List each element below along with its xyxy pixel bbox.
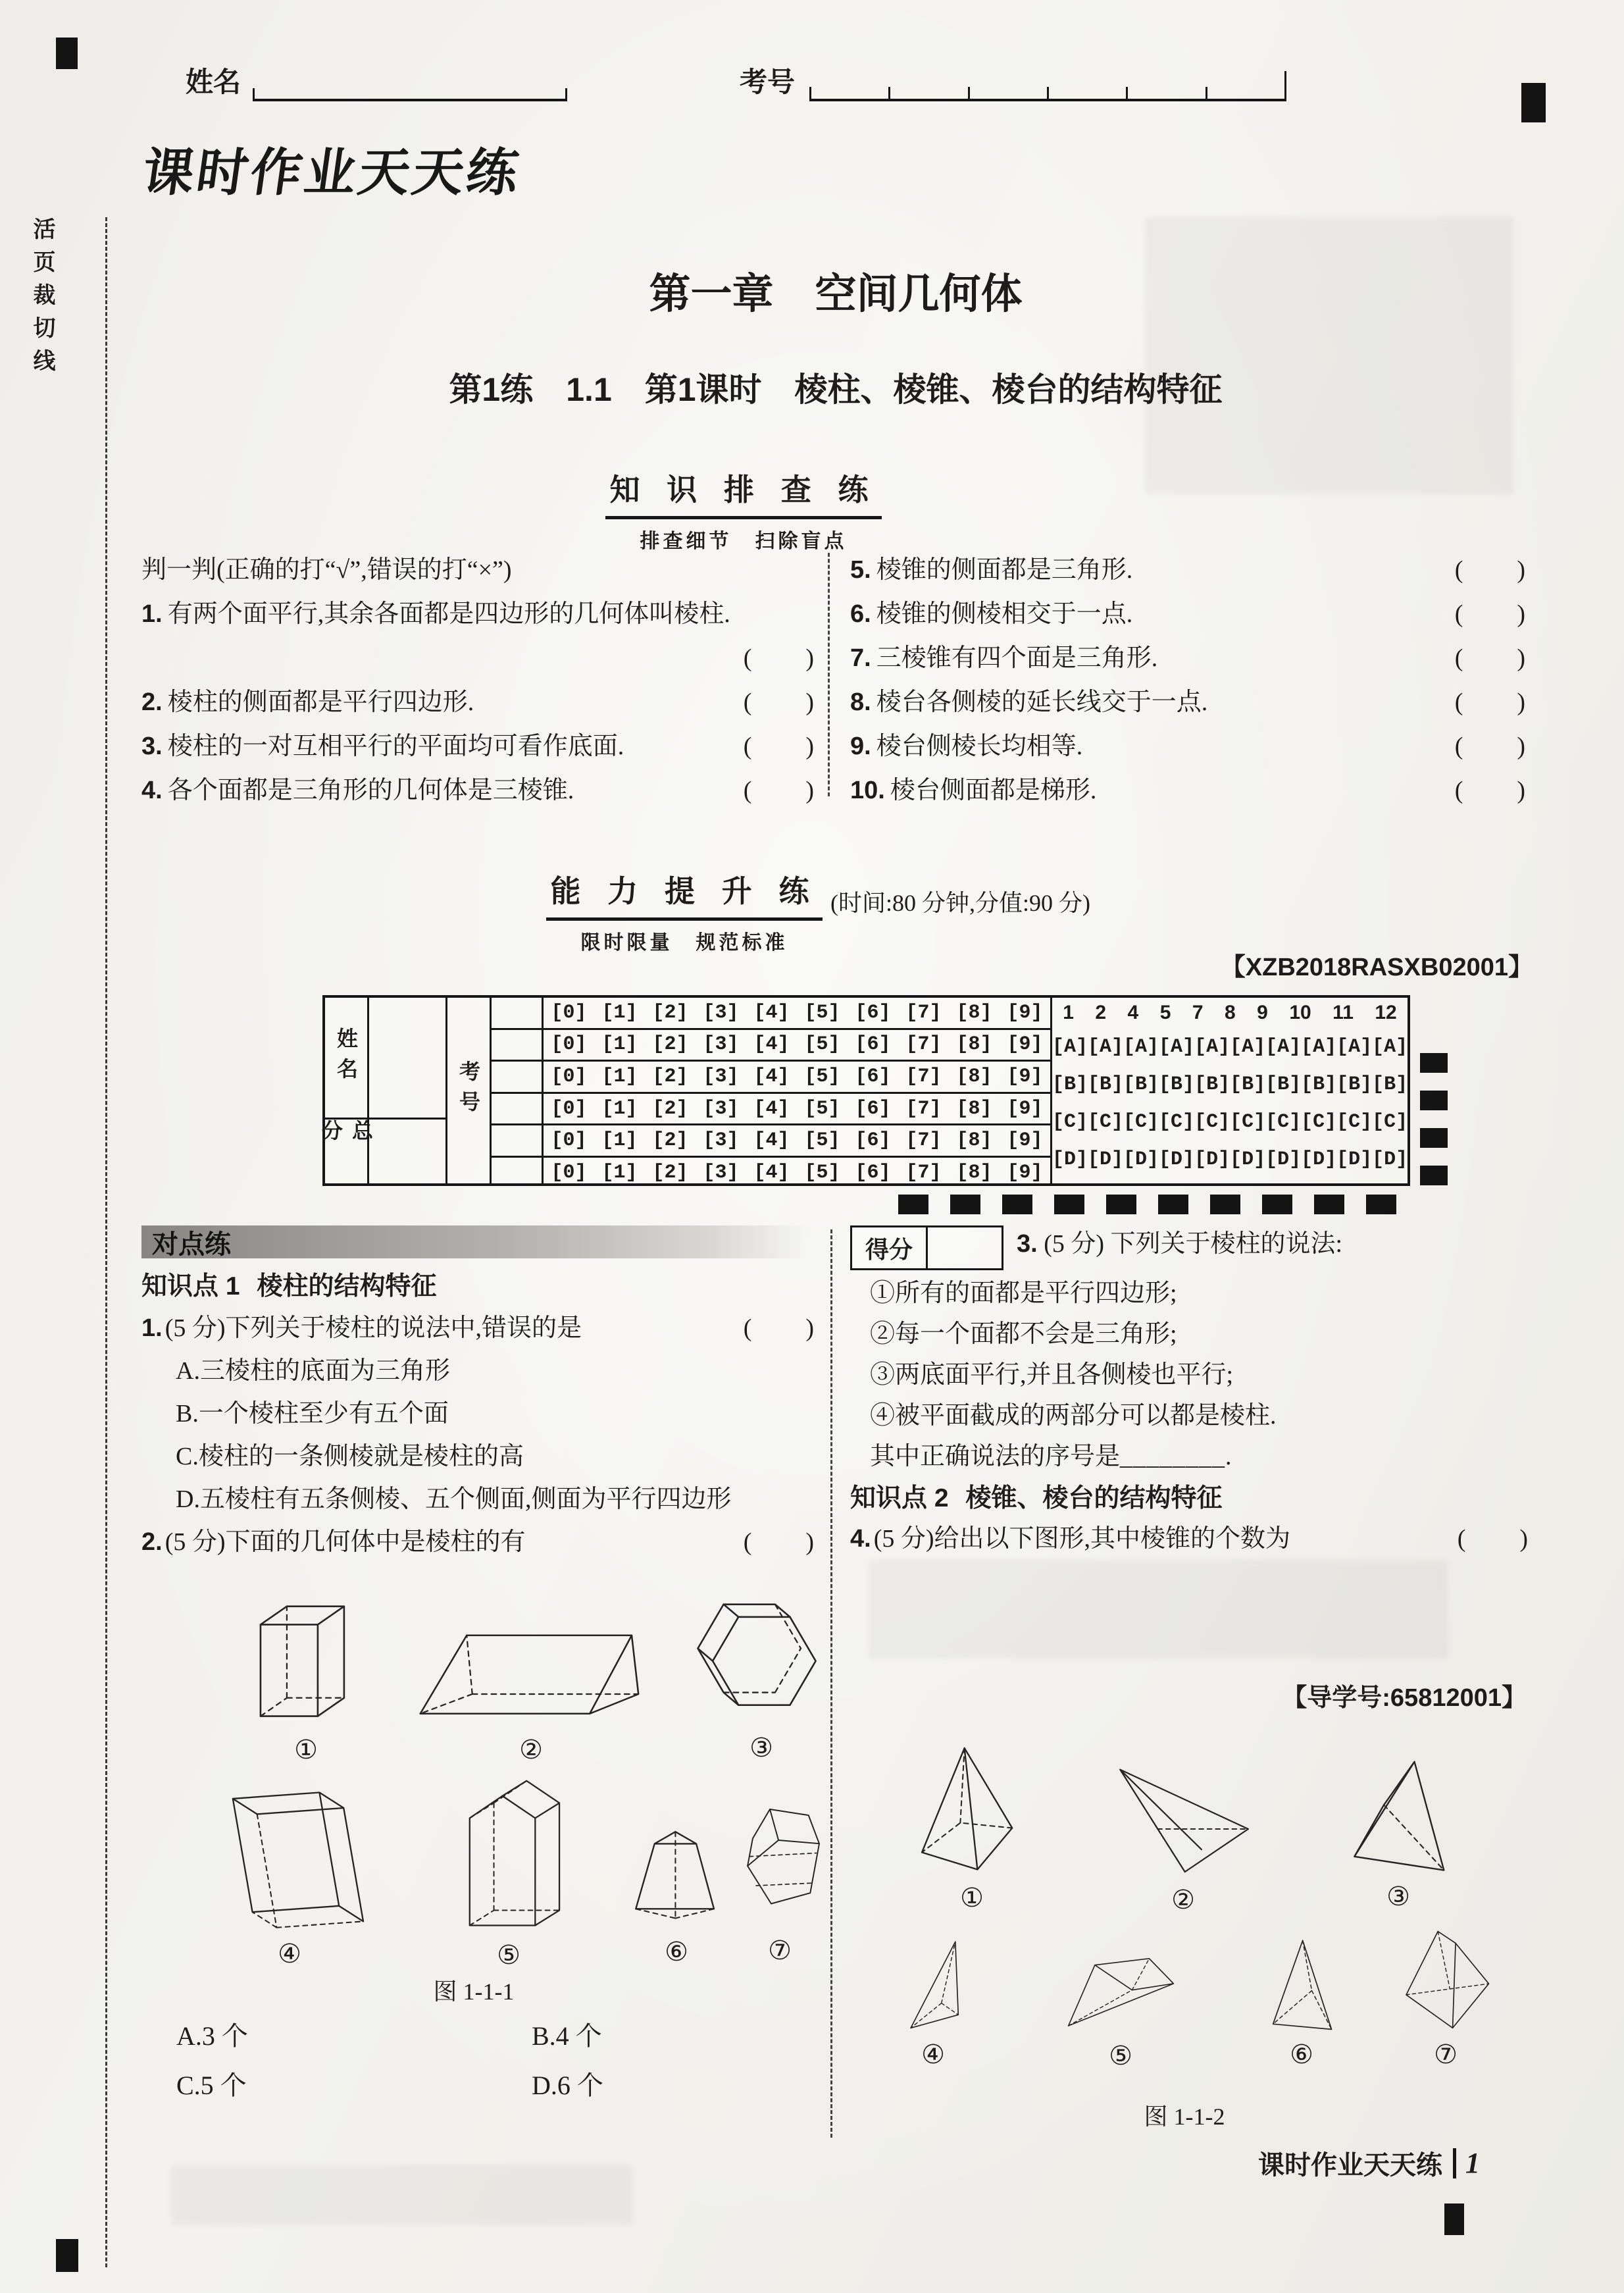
choice-option: B.4 个	[532, 2021, 602, 2051]
question-3-answer-line: 其中正确说法的序号是________.	[870, 1443, 1232, 1470]
digit-bubble[interactable]: [5]	[804, 1161, 840, 1184]
digit-bubble[interactable]: [7]	[905, 1065, 942, 1088]
figure-label: ①	[294, 1735, 318, 1765]
digit-bubble[interactable]: [8]	[956, 1001, 992, 1024]
option-bubble[interactable]: [A]	[1336, 1035, 1373, 1058]
timing-mark-right	[1420, 1091, 1448, 1110]
digit-bubble[interactable]: [0]	[551, 1033, 587, 1056]
statement-item: ①所有的面都是平行四边形;	[870, 1279, 1177, 1307]
score-line: 得分 3. (5 分) 下列关于棱柱的说法:	[850, 1225, 1529, 1278]
digit-bubble[interactable]: [1]	[601, 1001, 638, 1024]
figure-pentagonal-prism	[433, 1772, 584, 1971]
matched-practice-banner	[141, 1225, 810, 1258]
digit-bubble[interactable]: [9]	[1007, 1097, 1043, 1120]
choice-option: A.3 个	[176, 2021, 248, 2051]
column-divider-lower	[830, 1229, 832, 2138]
digit-row	[544, 1030, 1050, 1062]
question-1-options	[141, 1355, 815, 1526]
option-bubble[interactable]: [C]	[1088, 1110, 1124, 1133]
answer-bracket[interactable]: ( )	[1457, 1525, 1529, 1553]
sheet-exam-digit-write-column	[490, 998, 542, 1183]
figure-cuboid	[240, 1596, 372, 1765]
figure-label: ②	[1171, 1885, 1195, 1915]
figure-hexagonal-plate	[692, 1594, 830, 1763]
true-false-left-column	[141, 555, 815, 819]
tf-question-bracket-row	[141, 643, 815, 687]
figure-label: ⑤	[1109, 2041, 1132, 2071]
option-bubble[interactable]: [D]	[1088, 1148, 1124, 1171]
workbook-brand-title: 课时作业天天练	[138, 143, 525, 201]
bubble-column-number: 8	[1225, 1002, 1236, 1023]
digit-bubble[interactable]: [4]	[753, 1033, 790, 1056]
page-footer	[1258, 2144, 1480, 2182]
question-text: 棱台侧面都是梯形.	[890, 777, 1097, 804]
tf-question	[850, 555, 1527, 599]
scan-bleed-artifact	[869, 1560, 1448, 1659]
digit-bubble[interactable]: [2]	[652, 1161, 688, 1184]
option-bubble[interactable]: [A]	[1372, 1035, 1408, 1058]
digit-bubble[interactable]: [4]	[753, 1161, 790, 1184]
guide-code-badge: 【导学号:65812001】	[1282, 1684, 1527, 1712]
digit-row	[544, 1062, 1050, 1094]
choice-option: C.棱柱的一条侧棱就是棱柱的高	[176, 1443, 524, 1470]
chapter-title: 第一章 空间几何体	[649, 271, 1023, 317]
tf-question	[850, 599, 1527, 643]
digit-bubble[interactable]: [7]	[905, 1097, 942, 1120]
cut-line-label: 活页裁切线	[30, 217, 55, 382]
option-bubble[interactable]: [D]	[1123, 1148, 1159, 1171]
timing-mark-right	[1420, 1128, 1448, 1148]
choice-option: D.6 个	[532, 2071, 603, 2100]
figure-thin-pyramid	[1249, 1934, 1354, 2070]
footer-brand: 课时作业天天练	[1258, 2151, 1442, 2180]
digit-bubble[interactable]: [2]	[652, 1001, 688, 1024]
tf-question	[850, 775, 1527, 819]
timing-mark-right	[1420, 1166, 1448, 1185]
digit-bubble[interactable]: [8]	[956, 1033, 992, 1056]
figure-label: ②	[519, 1735, 543, 1765]
digit-bubble[interactable]: [8]	[956, 1129, 992, 1152]
option-bubble[interactable]: [C]	[1052, 1110, 1088, 1133]
timing-mark-bottom	[1314, 1195, 1344, 1214]
exam-no-input-line[interactable]	[809, 71, 1286, 101]
digit-bubble[interactable]: [6]	[855, 1161, 891, 1184]
digit-bubble[interactable]: [8]	[956, 1065, 992, 1088]
question-text: 棱锥的侧面都是三角形.	[876, 556, 1133, 584]
question-number: 8.	[850, 688, 871, 716]
registration-mark-top-left	[56, 38, 78, 69]
option-bubble[interactable]: [D]	[1265, 1148, 1302, 1171]
digit-bubble[interactable]: [2]	[652, 1097, 688, 1120]
digit-bubble[interactable]: [2]	[652, 1129, 688, 1152]
digit-bubble[interactable]: [5]	[804, 1129, 840, 1152]
question-text: 棱柱的侧面都是平行四边形.	[167, 688, 474, 716]
question-2: 2. (5 分) 下面的几何体中是棱柱的有 ( )	[141, 1526, 815, 1569]
option-bubble[interactable]: [D]	[1230, 1148, 1266, 1171]
question-text: 棱锥的侧棱相交于一点.	[876, 600, 1133, 628]
practice-left-column	[141, 1270, 815, 1569]
bubble-column-number: 4	[1127, 1002, 1139, 1023]
digit-row	[544, 1094, 1050, 1126]
answer-bracket[interactable]: ( )	[743, 733, 815, 760]
figure-1-1-1-caption: 图 1-1-1	[433, 1978, 515, 2005]
tf-instruction: 判一判(正确的打“√”,错误的打“×”)	[141, 556, 512, 584]
figure-lying-tetrahedron	[1084, 1756, 1282, 1915]
time-score-meta: (时间:80 分钟,分值:90 分)	[830, 890, 1090, 916]
sheet-total-label: 总分	[319, 1120, 373, 1150]
tf-question	[850, 731, 1527, 775]
figure-label: ④	[278, 1939, 301, 1969]
option-bubble[interactable]: [A]	[1265, 1035, 1302, 1058]
score-box-label: 得分	[852, 1227, 928, 1268]
digit-bubble[interactable]: [1]	[601, 1097, 638, 1120]
timing-mark-bottom	[1054, 1195, 1084, 1214]
answer-bracket[interactable]: ( )	[743, 1528, 815, 1556]
figure-label: ④	[921, 2040, 945, 2069]
digit-bubble[interactable]: [7]	[905, 1161, 942, 1184]
column-divider-upper	[828, 553, 830, 796]
bubble-option-row	[1052, 1141, 1408, 1178]
bubble-column-number: 5	[1159, 1002, 1171, 1023]
question-text: 棱柱的一对互相平行的平面均可看作底面.	[167, 733, 624, 760]
timing-mark-bottom	[1210, 1195, 1240, 1214]
answer-bracket[interactable]: ( )	[743, 688, 815, 716]
practice-right-column	[850, 1225, 1529, 1564]
digit-bubble[interactable]: [3]	[703, 1001, 739, 1024]
option-bubble[interactable]: [B]	[1301, 1073, 1337, 1096]
figure-faceted-solid	[727, 1780, 832, 1966]
digit-bubble[interactable]: [1]	[601, 1033, 638, 1056]
option-bubble[interactable]: [A]	[1301, 1035, 1337, 1058]
section-title: 能 力 提 升 练	[546, 867, 822, 921]
option-bubble[interactable]: [A]	[1088, 1035, 1124, 1058]
true-false-right-column	[850, 555, 1527, 819]
digit-bubble[interactable]: [9]	[1007, 1161, 1043, 1184]
tf-question	[141, 775, 815, 819]
question-number: 4.	[141, 777, 163, 804]
registration-mark-bottom-right	[1444, 2203, 1464, 2235]
option-bubble[interactable]: [C]	[1336, 1110, 1373, 1133]
bubble-column-number: 12	[1375, 1002, 1397, 1023]
bubble-question-numbers	[1052, 998, 1408, 1028]
option-bubble[interactable]: [D]	[1336, 1148, 1373, 1171]
digit-bubble[interactable]: [9]	[1007, 1001, 1043, 1024]
exam-no-field-label: 考号	[740, 66, 796, 97]
answer-bracket[interactable]: ( )	[1454, 777, 1527, 804]
question-3-number: 3.	[1017, 1230, 1038, 1258]
question-4: 4. (5 分) 给出以下图形,其中棱锥的个数为 ( )	[850, 1523, 1529, 1564]
option-bubble[interactable]: [D]	[1159, 1148, 1195, 1171]
answer-bracket[interactable]: ( )	[743, 777, 815, 804]
figure-label: ①	[960, 1883, 984, 1913]
tf-question	[141, 687, 815, 731]
question-3-statements	[850, 1278, 1529, 1441]
sheet-name-label: 姓名	[334, 1027, 358, 1088]
option-bubble[interactable]: [D]	[1372, 1148, 1408, 1171]
section-title: 知 识 排 查 练	[605, 466, 881, 519]
timing-mark-bottom	[1002, 1195, 1032, 1214]
question-number: 5.	[850, 556, 871, 584]
figure-label: ③	[749, 1733, 773, 1763]
digit-bubble[interactable]: [5]	[804, 1097, 840, 1120]
digit-bubble[interactable]: [4]	[753, 1129, 790, 1152]
option-bubble[interactable]: [C]	[1372, 1110, 1408, 1133]
bubble-option-row	[1052, 1103, 1408, 1141]
bubble-column-number: 10	[1289, 1002, 1311, 1023]
figure-cut-pyramid	[1370, 1922, 1521, 2070]
question-text: 棱台各侧棱的延长线交于一点.	[876, 688, 1208, 716]
sheet-write-column	[367, 998, 445, 1183]
exam-digit-write-cell[interactable]	[492, 1125, 542, 1158]
answer-sheet	[319, 995, 1410, 1186]
figure-label: ⑥	[1290, 2040, 1313, 2069]
book-code-badge: 【XZB2018RASXB02001】	[1220, 954, 1533, 981]
digit-bubble[interactable]: [6]	[855, 1097, 891, 1120]
option-bubble[interactable]: [B]	[1123, 1073, 1159, 1096]
page-number: 1	[1465, 2147, 1480, 2179]
digit-bubble[interactable]: [1]	[601, 1129, 638, 1152]
option-bubble[interactable]: [B]	[1336, 1073, 1373, 1096]
digit-bubble[interactable]: [3]	[703, 1033, 739, 1056]
digit-row	[544, 1125, 1050, 1158]
figure-gem-solid	[1019, 1951, 1223, 2071]
tf-question	[850, 643, 1527, 687]
digit-bubble[interactable]: [2]	[652, 1033, 688, 1056]
sheet-exam-no-column	[445, 998, 490, 1183]
figure-quad-pyramid	[903, 1741, 1041, 1913]
answer-bracket[interactable]: ( )	[1454, 600, 1527, 628]
option-bubble[interactable]: [A]	[1159, 1035, 1195, 1058]
section-ability-up-header	[546, 867, 823, 955]
answer-bracket[interactable]: ( )	[1454, 556, 1527, 584]
digit-bubble[interactable]: [0]	[551, 1065, 587, 1088]
sheet-digit-grid	[542, 998, 1050, 1183]
option-bubble[interactable]: [B]	[1088, 1073, 1124, 1096]
option-bubble[interactable]: [C]	[1230, 1110, 1266, 1133]
bubble-column-number: 11	[1332, 1002, 1354, 1023]
digit-bubble[interactable]: [4]	[753, 1097, 790, 1120]
option-bubble[interactable]: [C]	[1301, 1110, 1337, 1133]
score-box	[850, 1225, 1003, 1270]
timing-mark-bottom	[1158, 1195, 1188, 1214]
option-bubble[interactable]: [A]	[1194, 1035, 1231, 1058]
statement-item: ④被平面截成的两部分可以都是棱柱.	[870, 1402, 1277, 1430]
banner-label: 对点练	[152, 1229, 231, 1259]
digit-bubble[interactable]: [5]	[804, 1065, 840, 1088]
question-number: 1.	[141, 600, 163, 628]
sheet-name-write-cell[interactable]	[369, 998, 445, 1120]
figure-label: ③	[1386, 1882, 1410, 1911]
option-bubble[interactable]: [B]	[1372, 1073, 1408, 1096]
option-bubble[interactable]: [D]	[1052, 1148, 1088, 1171]
score-box-write-cell[interactable]	[928, 1227, 1002, 1268]
digit-bubble[interactable]: [0]	[551, 1129, 587, 1152]
sheet-bubble-area	[1050, 998, 1408, 1183]
digit-bubble[interactable]: [5]	[804, 1001, 840, 1024]
digit-bubble[interactable]: [5]	[804, 1033, 840, 1056]
answer-bracket[interactable]: ( )	[743, 644, 815, 672]
bubble-column-number: 9	[1257, 1002, 1268, 1023]
digit-bubble[interactable]: [3]	[703, 1161, 739, 1184]
tf-question	[850, 687, 1527, 731]
section-subtitle: 限时限量 规范标准	[580, 932, 788, 954]
timing-mark-bottom	[898, 1195, 928, 1214]
digit-bubble[interactable]: [3]	[703, 1065, 739, 1088]
question-number: 10.	[850, 777, 885, 804]
digit-bubble[interactable]: [0]	[551, 1097, 587, 1120]
digit-bubble[interactable]: [0]	[551, 1161, 587, 1184]
bubble-column-number: 2	[1095, 1002, 1107, 1023]
digit-bubble[interactable]: [1]	[601, 1065, 638, 1088]
digit-row	[544, 998, 1050, 1030]
option-bubble[interactable]: [B]	[1194, 1073, 1231, 1096]
digit-bubble[interactable]: [1]	[601, 1161, 638, 1184]
option-bubble[interactable]: [C]	[1194, 1110, 1231, 1133]
option-bubble[interactable]: [B]	[1052, 1073, 1088, 1096]
digit-bubble[interactable]: [4]	[753, 1065, 790, 1088]
digit-bubble[interactable]: [3]	[703, 1097, 739, 1120]
tf-question	[141, 599, 815, 643]
timing-mark-bottom	[1366, 1195, 1396, 1214]
digit-bubble[interactable]: [3]	[703, 1129, 739, 1152]
question-2-options	[176, 2015, 808, 2114]
question-number: 6.	[850, 600, 871, 628]
name-field-label: 姓名	[186, 66, 241, 97]
option-bubble[interactable]: [C]	[1123, 1110, 1159, 1133]
section-subtitle: 排查细节 扫除盲点	[640, 530, 848, 552]
bubble-column-number: 7	[1192, 1002, 1204, 1023]
question-3-text: 下列关于棱柱的说法:	[1110, 1230, 1343, 1258]
footer-divider	[1453, 2148, 1456, 2178]
registration-mark-bottom-left	[56, 2239, 78, 2272]
answer-bracket[interactable]: ( )	[1454, 733, 1527, 760]
figure-label: ⑦	[1434, 2040, 1458, 2069]
digit-bubble[interactable]: [9]	[1007, 1033, 1043, 1056]
figure-oblique-prism	[181, 1777, 398, 1969]
digit-bubble[interactable]: [8]	[956, 1097, 992, 1120]
option-bubble[interactable]: [A]	[1230, 1035, 1266, 1058]
bubble-column-number: 1	[1063, 1002, 1074, 1023]
question-text: 棱台侧棱长均相等.	[876, 733, 1083, 760]
option-bubble[interactable]: [B]	[1230, 1073, 1266, 1096]
digit-row	[544, 1158, 1050, 1188]
figure-tetrahedron-tilted	[1319, 1743, 1477, 1912]
question-text: 有两个面平行,其余各面都是四边形的几何体叫棱柱.	[167, 600, 730, 628]
option-bubble[interactable]: [B]	[1265, 1073, 1302, 1096]
option-bubble[interactable]: [D]	[1194, 1148, 1231, 1171]
exam-digit-write-cell[interactable]	[492, 998, 542, 1030]
exam-digit-write-cell[interactable]	[492, 1094, 542, 1126]
digit-bubble[interactable]: [2]	[652, 1065, 688, 1088]
registration-mark-top-right	[1521, 83, 1546, 122]
digit-bubble[interactable]: [4]	[753, 1001, 790, 1024]
figure-label: ⑥	[665, 1937, 688, 1967]
figure-label: ⑤	[497, 1940, 520, 1970]
bubble-option-row	[1052, 1066, 1408, 1103]
answer-bracket[interactable]: ( )	[743, 1314, 815, 1342]
digit-bubble[interactable]: [8]	[956, 1161, 992, 1184]
choice-option: C.5 个	[176, 2071, 247, 2100]
digit-bubble[interactable]: [6]	[855, 1065, 891, 1088]
bubble-option-row	[1052, 1028, 1408, 1066]
question-number: 3.	[141, 733, 163, 760]
option-bubble[interactable]: [C]	[1159, 1110, 1195, 1133]
scan-bleed-artifact	[171, 2165, 632, 2225]
figure-1-1-2-caption: 图 1-1-2	[1144, 2103, 1225, 2130]
figure-triangular-prism	[390, 1616, 672, 1765]
answer-bracket[interactable]: ( )	[1454, 688, 1527, 716]
choice-option: A.三棱柱的底面为三角形	[176, 1357, 450, 1385]
cut-line	[105, 217, 107, 2267]
digit-bubble[interactable]: [7]	[905, 1001, 942, 1024]
timing-mark-bottom	[1106, 1195, 1136, 1214]
digit-bubble[interactable]: [6]	[855, 1033, 891, 1056]
tf-question	[141, 731, 815, 775]
option-bubble[interactable]: [A]	[1052, 1035, 1088, 1058]
sheet-label-column	[319, 998, 373, 1183]
timing-mark-bottom	[1262, 1195, 1292, 1214]
question-number: 2.	[141, 688, 163, 716]
option-bubble[interactable]: [A]	[1123, 1035, 1159, 1058]
question-text: 三棱锥有四个面是三角形.	[876, 644, 1158, 672]
statement-item: ③两底面平行,并且各侧棱也平行;	[870, 1361, 1234, 1389]
lesson-title: 第1练 1.1 第1课时 棱柱、棱锥、棱台的结构特征	[449, 371, 1223, 408]
sheet-total-write-cell[interactable]	[369, 1120, 445, 1178]
knowledge-point-1: 知识点 1 棱柱的结构特征	[141, 1272, 437, 1301]
name-input-line[interactable]	[253, 70, 567, 101]
statement-item: ②每一个面都不会是三角形;	[870, 1320, 1177, 1348]
answer-blank[interactable]: ________.	[1120, 1443, 1232, 1470]
choice-option: B.一个棱柱至少有五个面	[176, 1400, 449, 1428]
digit-bubble[interactable]: [6]	[855, 1129, 891, 1152]
exam-digit-write-cell[interactable]	[492, 1158, 542, 1188]
digit-bubble[interactable]: [0]	[551, 1001, 587, 1024]
timing-mark-bottom	[950, 1195, 980, 1214]
question-number: 9.	[850, 733, 871, 760]
question-1: 1. (5 分) 下列关于棱柱的说法中,错误的是 ( )	[141, 1312, 815, 1355]
figure-label: ⑦	[768, 1936, 792, 1965]
sheet-exam-label: 考号	[457, 1060, 480, 1121]
timing-mark-right	[1420, 1053, 1448, 1073]
figure-triangular-frustum	[617, 1805, 736, 1967]
answer-bracket[interactable]: ( )	[1454, 644, 1527, 672]
option-bubble[interactable]: [B]	[1159, 1073, 1195, 1096]
exam-digit-write-cell[interactable]	[492, 1062, 542, 1094]
exam-digit-write-cell[interactable]	[492, 1030, 542, 1062]
figure-narrow-tetrahedron	[880, 1934, 986, 2070]
digit-bubble[interactable]: [7]	[905, 1129, 942, 1152]
digit-bubble[interactable]: [9]	[1007, 1065, 1043, 1088]
section-knowledge-check-header	[596, 466, 892, 554]
digit-bubble[interactable]: [7]	[905, 1033, 942, 1056]
question-text: 各个面都是三角形的几何体是三棱锥.	[167, 777, 574, 804]
option-bubble[interactable]: [D]	[1301, 1148, 1337, 1171]
knowledge-point-2: 知识点 2 棱锥、棱台的结构特征	[850, 1484, 1223, 1512]
scan-bleed-artifact	[1145, 217, 1513, 494]
digit-bubble[interactable]: [6]	[855, 1001, 891, 1024]
choice-option: D.五棱柱有五条侧棱、五个侧面,侧面为平行四边形	[176, 1485, 732, 1513]
question-number: 7.	[850, 644, 871, 672]
digit-bubble[interactable]: [9]	[1007, 1129, 1043, 1152]
option-bubble[interactable]: [C]	[1265, 1110, 1302, 1133]
